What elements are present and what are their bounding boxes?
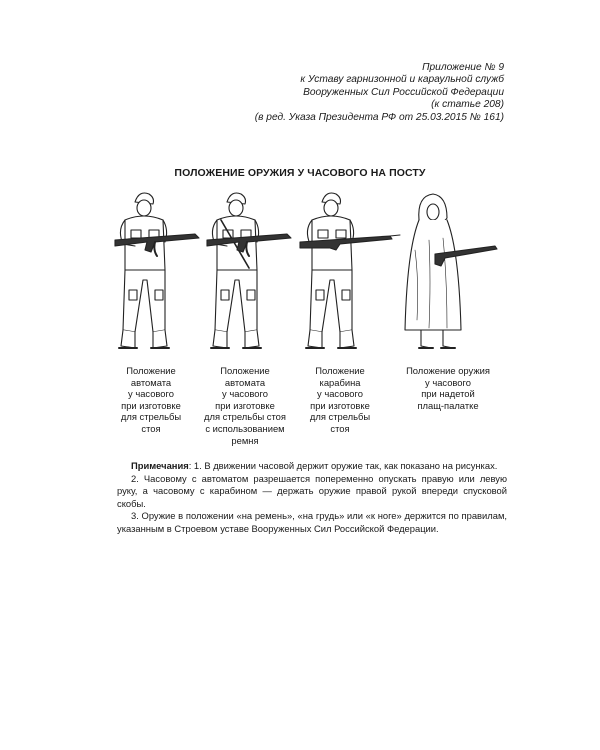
appendix-line: Вооруженных Сил Российской Федерации	[303, 86, 504, 98]
note-2: 2. Часовому с автоматом разрешается попеременно опускать правую или левую руку, а часовому с карабином — держать оружие правой рукой впереди спусковой скобы.	[117, 472, 507, 509]
caption-line: у часового	[317, 388, 363, 400]
caption-line: при изготовке	[310, 399, 370, 411]
caption-line: при изготовке	[215, 399, 275, 411]
figure-caption	[290, 365, 390, 435]
caption-line: у часового	[425, 376, 471, 388]
notes-label: Примечания	[131, 460, 189, 471]
caption-line: для стрельбы	[120, 411, 182, 423]
caption-line: Положение	[220, 365, 270, 376]
caption-line: для стрельбы	[309, 411, 371, 423]
appendix-line: к Уставу гарнизонной и караульной служб	[300, 74, 504, 86]
figure-caption	[101, 365, 201, 435]
figure-caption	[393, 365, 503, 411]
appendix-line: (в ред. Указа Президента РФ от 25.03.2015 № 161)	[254, 111, 504, 123]
caption-line: ремня	[231, 434, 259, 446]
figure-caption	[195, 365, 295, 446]
caption-line: Положение	[126, 365, 176, 376]
notes-section	[117, 460, 507, 536]
appendix-header	[174, 62, 504, 124]
note-3: 3. Оружие в положении «на ремень», «на грудь» или «к ноге» держится по правилам, указанным в Строевом уставе Вооруженных Сил Российской Федерации.	[117, 510, 507, 534]
note-text: : 1. В движении часовой держит оружие так, как показано на рисунках.	[188, 460, 498, 471]
caption-line: при изготовке	[121, 399, 181, 411]
note-1	[117, 460, 507, 473]
caption-line: стоя	[330, 422, 350, 434]
soldier-raincoat-rifle-illustration	[385, 190, 505, 360]
appendix-line: (к статье 208)	[431, 99, 504, 111]
caption-line: стоя	[141, 422, 161, 434]
caption-line: у часового	[128, 388, 174, 400]
caption-line: плащ-палатке	[417, 399, 479, 411]
caption-line: Положение	[315, 365, 365, 376]
appendix-line: Приложение № 9	[422, 62, 504, 73]
caption-line: автомата	[130, 376, 172, 388]
page-title: ПОЛОЖЕНИЕ ОРУЖИЯ У ЧАСОВОГО НА ПОСТУ	[174, 167, 426, 179]
caption-line: с использованием	[205, 422, 285, 434]
caption-line: Положение оружия	[406, 365, 490, 376]
caption-line: у часового	[222, 388, 268, 400]
caption-line: карабина	[319, 376, 361, 388]
soldier-carbine-ready-illustration	[282, 190, 402, 360]
caption-line: автомата	[224, 376, 266, 388]
caption-line: при надетой	[421, 388, 475, 400]
caption-line: для стрельбы стоя	[204, 411, 286, 423]
